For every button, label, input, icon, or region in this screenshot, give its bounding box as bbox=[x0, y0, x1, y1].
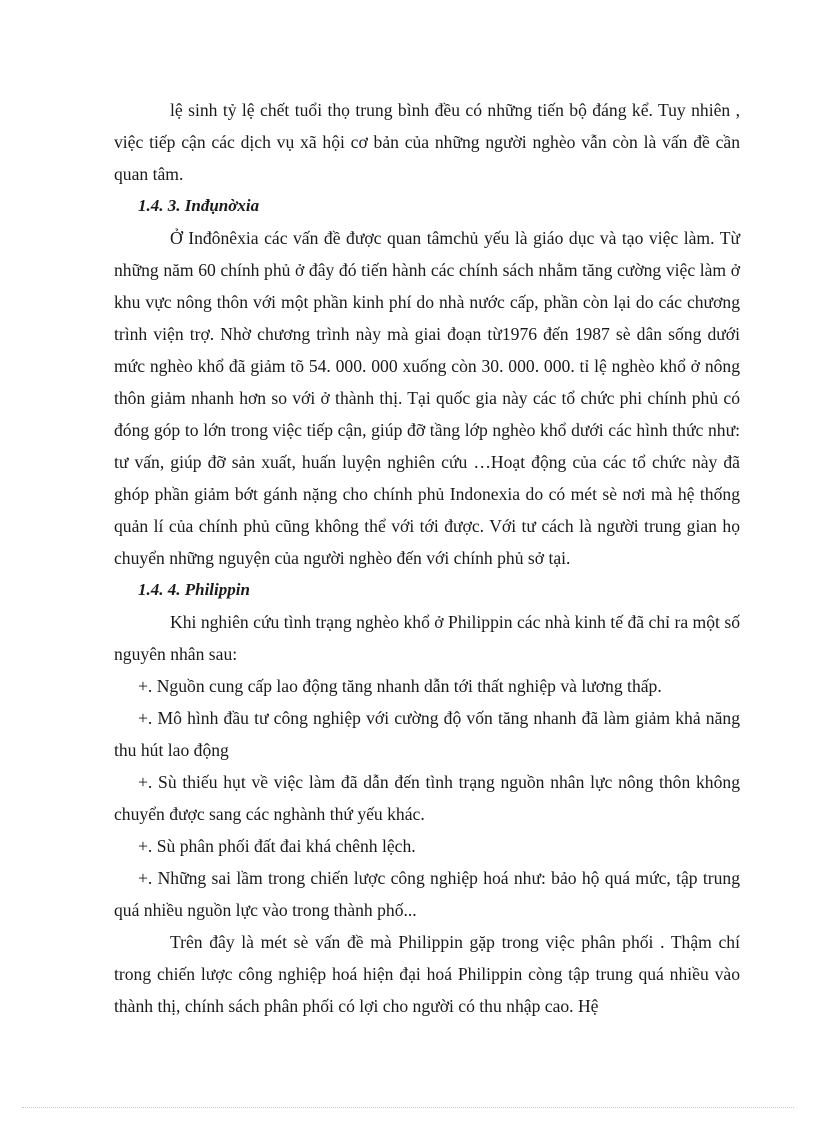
list-item-job-shortage: +. Sù thiếu hụt về việc làm đã dẫn đến tình trạng nguồn nhân lực nông thôn không chuyển được sang các nghành thứ yếu khác. bbox=[114, 772, 740, 824]
list-item-labor-supply: +. Nguồn cung cấp lao động tăng nhanh dẫn tới thất nghiệp và lương thấp. bbox=[138, 676, 662, 696]
paragraph-intro: lệ sinh tỷ lệ chết tuổi thọ trung bình đều có những tiến bộ đáng kể. Tuy nhiên , việc tiếp cận các dịch vụ xã hội cơ bản của những người nghèo vẫn còn là vấn đề cần quan tâm. bbox=[114, 100, 740, 184]
paragraph-philippines-intro: Khi nghiên cứu tình trạng nghèo khổ ở Philippin các nhà kinh tế đã chỉ ra một số nguyên nhân sau: bbox=[114, 612, 740, 664]
list-item-land-distribution: +. Sù phân phối đất đai khá chênh lệch. bbox=[138, 836, 416, 856]
paragraph-indonesia: Ở Inđônêxia các vấn đề được quan tâmchủ yếu là giáo dục và tạo việc làm. Từ những năm 60 chính phủ ở đây đó tiến hành các chính sách nhằm tăng cường việc làm ở khu vực nông thôn với một phần kinh phí do nhà nước cấp, phần còn lại do các chương trình viện trợ. Nhờ chương trình này mà giai đoạn từ1976 đến 1987 sè dân sống dưới mức nghèo khổ đã giảm tõ 54. 000. 000 xuống còn 30. 000. 000. tỉ lệ nghèo khổ ở nông thôn giảm nhanh hơn so với ở thành thị. Tại quốc gia này các tổ chức phi chính phủ có đóng góp to lớn trong việc tiếp cận, giúp đỡ tầng lớp nghèo khổ dưới các hình thức như: tư vấn, giúp đỡ sản xuất, huấn luyện nghiên cứu …Hoạt động của các tổ chức này đã ghóp phần giảm bớt gánh nặng cho chính phủ Indonexia do có mét sè nơi mà hệ thống quản lí của chính phủ cũng không thể với tới được. Với tư cách là người trung gian họ chuyển những nguyện của người nghèo đến với chính phủ sở tại. bbox=[114, 228, 740, 568]
section-heading-indonesia: 1.4. 3. Inđụnờxia bbox=[138, 196, 260, 215]
list-item-investment-model: +. Mô hình đầu tư công nghiệp với cường độ vốn tăng nhanh đã làm giảm khả năng thu hút lao động bbox=[114, 708, 740, 760]
page-bottom-divider bbox=[22, 1107, 794, 1108]
paragraph-philippines-summary: Trên đây là mét sè vấn đề mà Philippin gặp trong việc phân phối . Thậm chí trong chiến lược công nghiệp hoá hiện đại hoá Philippin còng tập trung quá nhiều vào thành thị, chính sách phân phối có lợi cho người có thu nhập cao. Hệ bbox=[114, 932, 740, 1016]
document-page bbox=[114, 94, 740, 1022]
section-heading-philippines: 1.4. 4. Philippin bbox=[138, 580, 250, 599]
list-item-industrial-strategy: +. Những sai lầm trong chiến lược công nghiệp hoá như: bảo hộ quá mức, tập trung quá nhiều nguồn lực vào trong thành phố... bbox=[114, 868, 740, 920]
